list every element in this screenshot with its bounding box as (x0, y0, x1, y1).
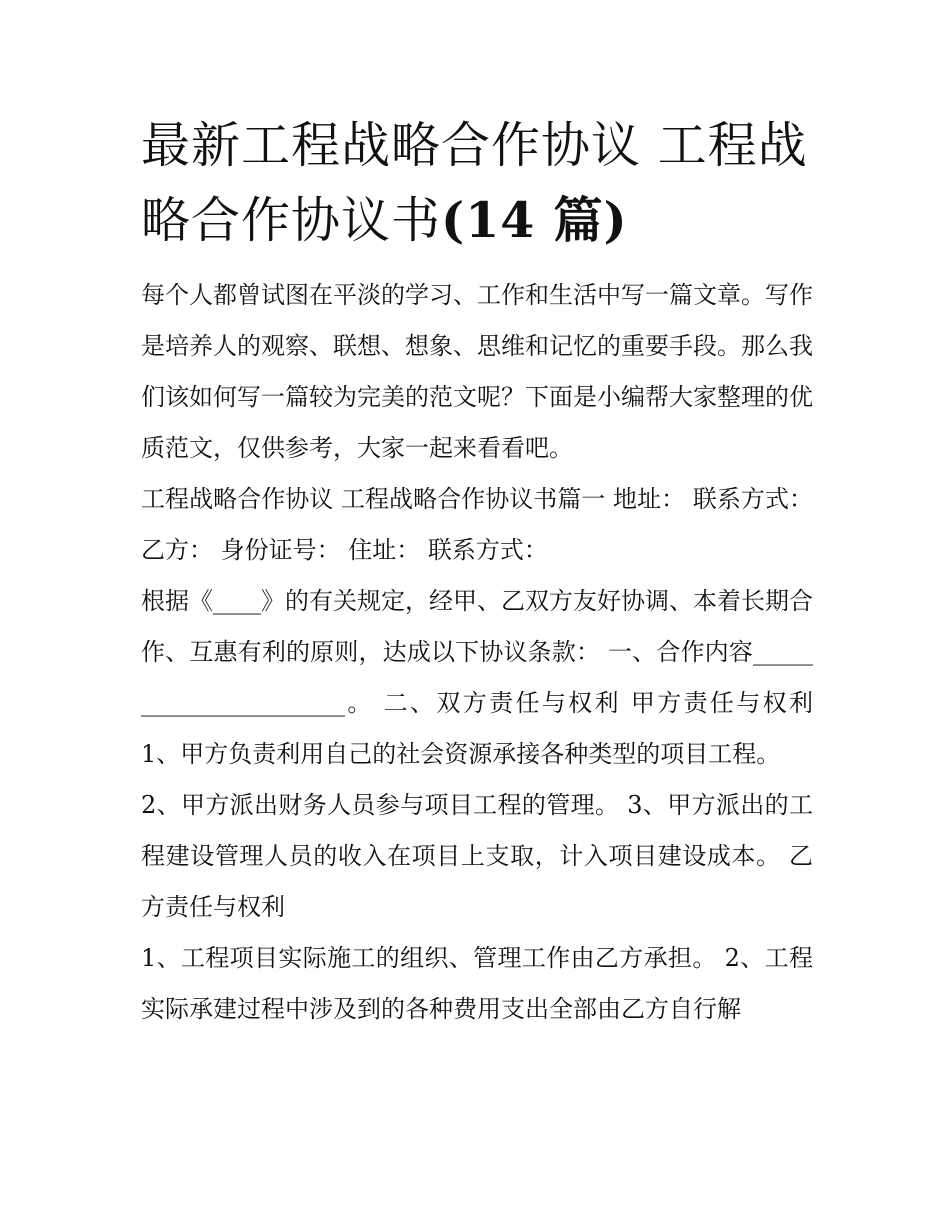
document-title (141, 108, 813, 258)
agreement-terms-paragraph: 根据《____》的有关规定，经甲、乙双方友好协调、本着长期合作、互惠有利的原则，达成以下协议条款： 一、合作内容______________________。 二、双方责任与权利 甲方责任与权利 1、甲方负责利用自己的社会资源承接各种类型的项目工程。 (141, 587, 813, 768)
party-a-duties-paragraph: 2、甲方派出财务人员参与项目工程的管理。 3、甲方派出的工程建设管理人员的收入在项目上支取，计入项目建设成本。 乙方责任与权利 (141, 791, 813, 921)
contract-header-paragraph: 工程战略合作协议 工程战略合作协议书篇一 地址： 联系方式： 乙方： 身份证号： 住址： 联系方式： (141, 485, 813, 564)
document-page (141, 108, 813, 1035)
title-count: (14 篇) (441, 191, 628, 249)
party-b-duties-paragraph: 1、工程项目实际施工的组织、管理工作由乙方承担。 2、工程实际承建过程中涉及到的各种费用支出全部由乙方自行解 (141, 944, 813, 1023)
title-line-1: 最新工程战略合作协议 工程战 (141, 117, 808, 174)
intro-paragraph: 每个人都曾试图在平淡的学习、工作和生活中写一篇文章。写作是培养人的观察、联想、想象、思维和记忆的重要手段。那么我们该如何写一篇较为完美的范文呢？下面是小编帮大家整理的优质范文，仅供参考，大家一起来看看吧。 (141, 281, 813, 462)
title-line-2: 略合作协议书 (141, 192, 442, 249)
